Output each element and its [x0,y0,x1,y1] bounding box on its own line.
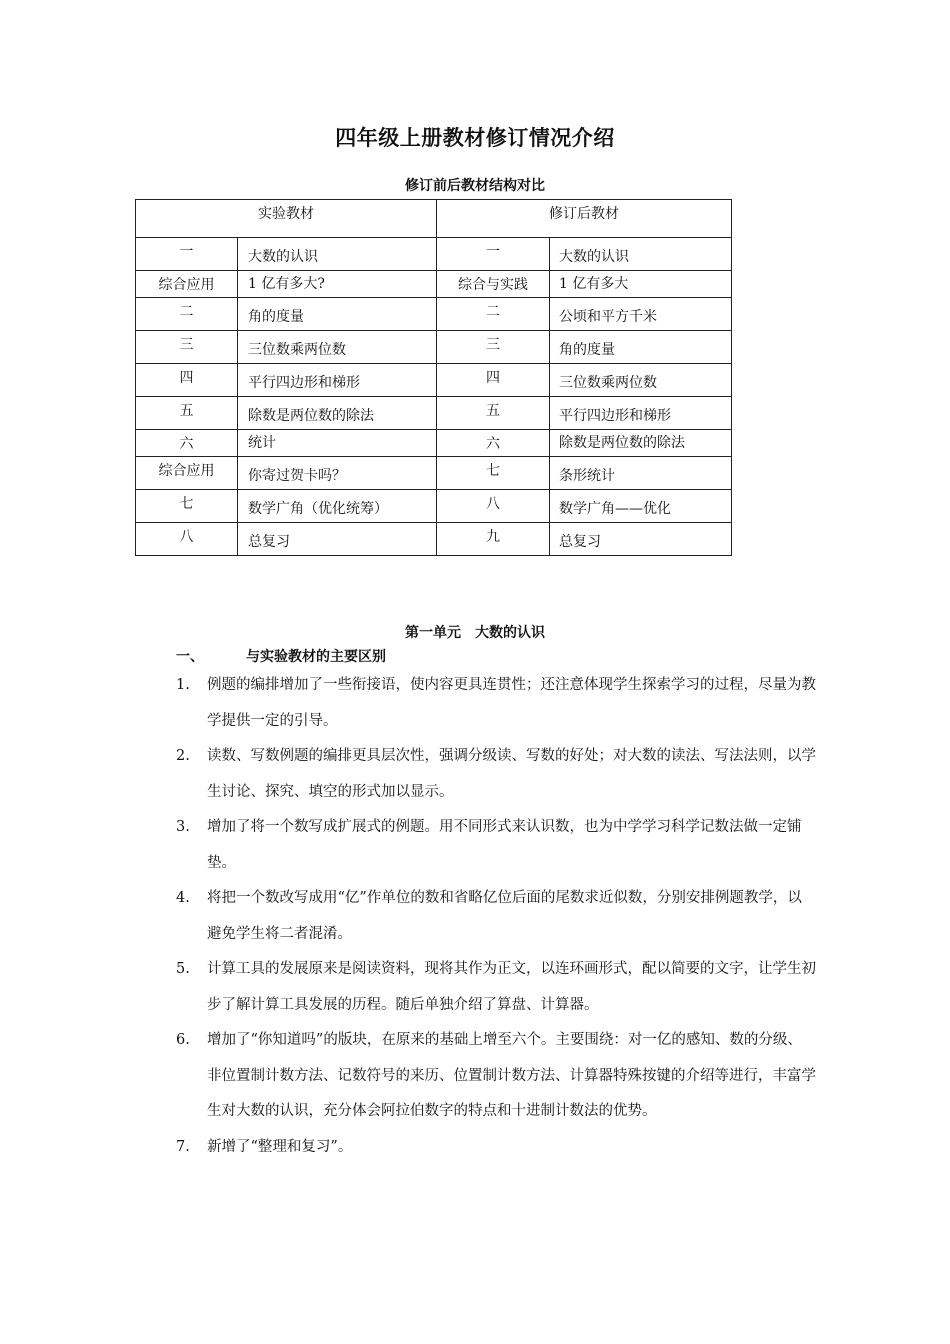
old-unit-number: 四 [136,364,238,397]
old-unit-name: 统计 [238,430,437,457]
table-header-row [136,200,732,238]
sub-heading [176,646,386,666]
old-unit-name: 平行四边形和梯形 [238,364,437,397]
new-unit-number: 八 [437,490,550,523]
new-unit-name: 大数的认识 [550,238,732,271]
list-item-text: 将把一个数改写成用“亿”作单位的数和省略亿位后面的尾数求近似数，分别安排例题教学，以避免学生将二者混淆。 [207,890,802,942]
new-unit-number: 五 [437,397,550,430]
list-item-text: 计算工具的发展原来是阅读资料，现将其作为正文，以连环画形式，配以简要的文字，让学生初步了解计算工具发展的历程。随后单独介绍了算盘、计算器。 [207,961,816,1013]
header-revised-textbook: 修订后教材 [437,200,732,238]
old-unit-number: 五 [136,397,238,430]
table-caption: 修订前后教材结构对比 [405,178,545,194]
old-unit-name: 总复习 [238,523,437,556]
list-item-number: 7. [176,1138,190,1155]
list-item [176,881,816,952]
table-row [136,364,732,397]
list-item-text: 例题的编排增加了一些衔接语，使内容更具连贯性；还注意体现学生探索学习的过程，尽量为教学提供一定的引导。 [207,677,816,729]
old-unit-name: 你寄过贺卡吗？ [238,457,437,490]
old-unit-name: 除数是两位数的除法 [238,397,437,430]
old-unit-number: 二 [136,298,238,331]
list-item [176,739,816,810]
new-unit-name: 总复习 [550,523,732,556]
list-item-text: 增加了将一个数写成扩展式的例题。用不同形式来认识数，也为中学学习科学记数法做一定铺垫。 [207,819,802,871]
list-item-number: 1. [176,677,190,693]
new-unit-number: 三 [437,331,550,364]
sub-heading-number: 一、 [176,649,204,665]
table-row [136,331,732,364]
table-row [136,523,732,556]
page-title: 四年级上册教材修订情况介绍 [335,126,615,150]
comparison-table [135,199,732,556]
header-old-textbook: 实验教材 [136,200,437,238]
list-item [176,1023,816,1130]
list-item-number: 5. [176,961,190,977]
old-unit-number: 八 [136,523,238,556]
list-item-text: 增加了“你知道吗”的版块，在原来的基础上增至六个。主要围绕：对一亿的感知、数的分级、非位置制计数方法、记数符号的来历、位置制计数方法、计算器特殊按键的介绍等进行，丰富学生对大数的认识，充分体会阿拉伯数字的特点和十进制计数法的优势。 [207,1032,816,1119]
old-unit-name: 角的度量 [238,298,437,331]
new-unit-number: 七 [437,457,550,490]
new-unit-name: 公顷和平方千米 [550,298,732,331]
new-unit-number: 六 [437,430,550,457]
old-unit-number: 综合应用 [136,457,238,490]
new-unit-number: 综合与实践 [437,271,550,298]
list-item-number: 3. [176,819,190,835]
new-unit-name: 三位数乘两位数 [550,364,732,397]
table-row [136,430,732,457]
new-unit-number: 九 [437,523,550,556]
new-unit-name: 除数是两位数的除法 [550,430,732,457]
table-row [136,397,732,430]
new-unit-name: 1 亿有多大 [550,271,732,298]
differences-list [176,668,816,1165]
old-unit-name: 数学广角（优化统筹） [238,490,437,523]
old-unit-number: 七 [136,490,238,523]
new-unit-name: 数学广角——优化 [550,490,732,523]
new-unit-number: 四 [437,364,550,397]
old-unit-name: 三位数乘两位数 [238,331,437,364]
new-unit-number: 一 [437,238,550,271]
old-unit-number: 三 [136,331,238,364]
old-unit-number: 六 [136,430,238,457]
old-unit-number: 一 [136,238,238,271]
new-unit-number: 二 [437,298,550,331]
list-item-text: 新增了“整理和复习”。 [207,1138,353,1155]
new-unit-name: 角的度量 [550,331,732,364]
list-item [176,810,816,881]
new-unit-name: 条形统计 [550,457,732,490]
table-row [136,457,732,490]
list-item-number: 2. [176,748,190,764]
old-unit-name: 大数的认识 [238,238,437,271]
old-unit-number: 综合应用 [136,271,238,298]
list-item [176,668,816,739]
table-row [136,238,732,271]
list-item [176,1130,816,1166]
list-item-text: 读数、写数例题的编排更具层次性，强调分级读、写数的好处；对大数的读法、写法法则，以学生讨论、探究、填空的形式加以显示。 [207,748,816,800]
list-item-number: 4. [176,890,190,906]
list-item [176,952,816,1023]
sub-heading-text: 与实验教材的主要区别 [246,649,386,665]
old-unit-name: 1 亿有多大? [238,271,437,298]
table-row [136,298,732,331]
table-row [136,490,732,523]
list-item-number: 6. [176,1032,190,1048]
table-row [136,271,732,298]
new-unit-name: 平行四边形和梯形 [550,397,732,430]
section-title: 第一单元 大数的认识 [405,625,545,641]
